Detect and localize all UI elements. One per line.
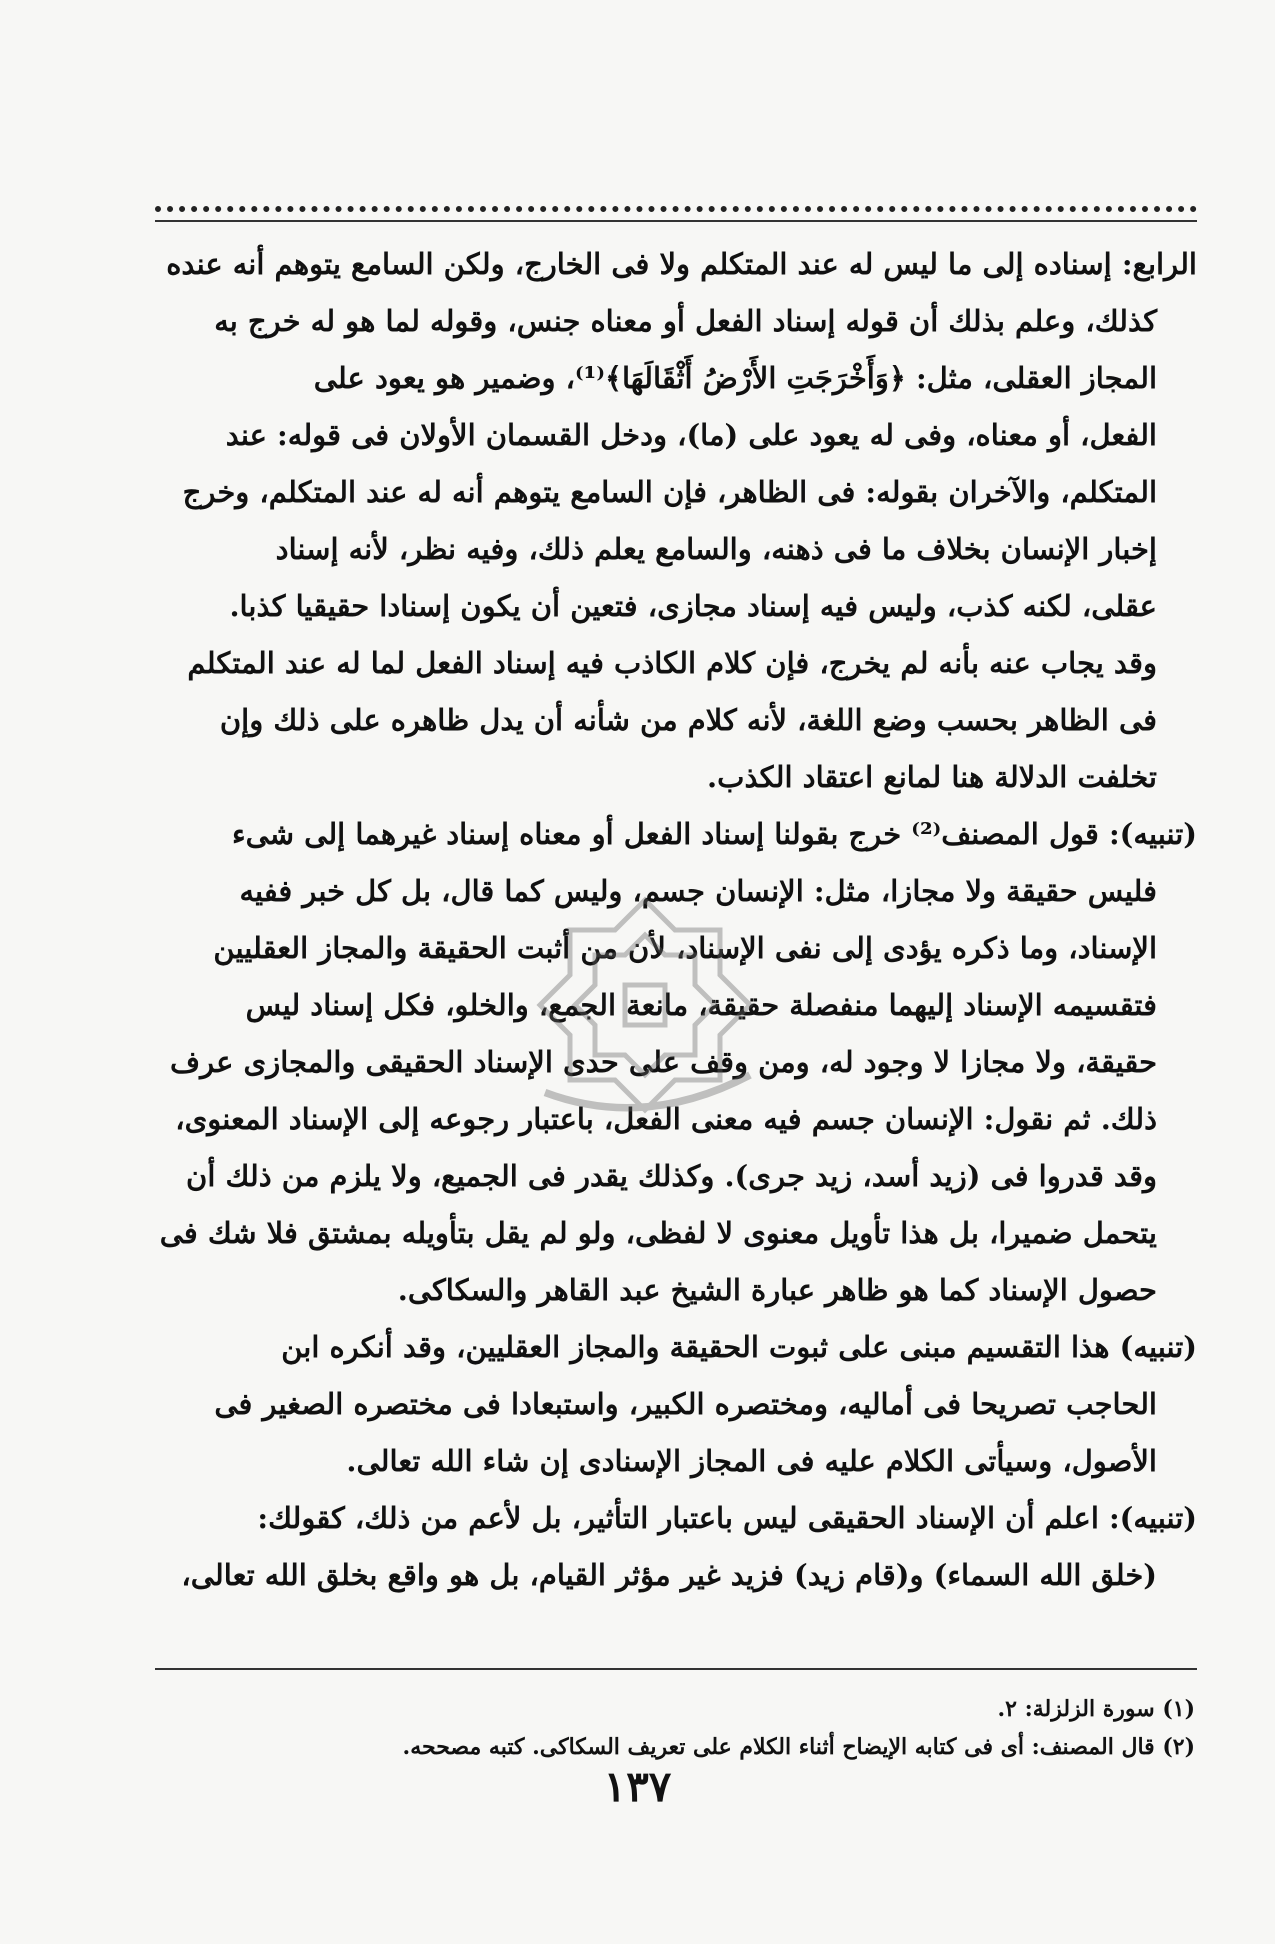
line-text: الفعل، أو معناه، وفى له يعود على (ما)، ودخل القسمان الأولان فى قوله: عند xyxy=(225,418,1157,452)
paragraph-lead: (تنبيه): xyxy=(1108,1501,1197,1535)
text-line xyxy=(150,1205,1197,1262)
footnote-separator xyxy=(155,1668,1197,1670)
header-solid-rule xyxy=(155,220,1197,222)
line-text: عقلى، لكنه كذب، وليس فيه إسناد مجازى، فتعين أن يكون إسنادا حقيقيا كذبا. xyxy=(229,589,1157,623)
line-text: الحاجب تصريحا فى أماليه، ومختصره الكبير، واستبعادا فى مختصره الصغير فى xyxy=(214,1387,1157,1421)
paragraph-lead: الرابع: xyxy=(1121,247,1197,281)
text-line xyxy=(150,407,1197,464)
line-text: فتقسيمه الإسناد إليهما منفصلة حقيقة، مانعة الجمع، والخلو، فكل إسناد ليس xyxy=(245,988,1157,1022)
line-text: كذلك، وعلم بذلك أن قوله إسناد الفعل أو معناه جنس، وقوله لما هو له خرج به xyxy=(214,304,1157,338)
paragraph-lead: (تنبيه): xyxy=(1108,817,1197,851)
text-line xyxy=(150,350,1197,407)
line-text: إخبار الإنسان بخلاف ما فى ذهنه، والسامع يعلم ذلك، وفيه نظر، لأنه إسناد xyxy=(275,532,1157,566)
library-stamp xyxy=(520,880,770,1130)
line-text: المتكلم، والآخران بقوله: فى الظاهر، فإن السامع يتوهم أنه له عند المتكلم، وخرج xyxy=(182,475,1157,509)
line-text: تخلفت الدلالة هنا لمانع اعتقاد الكذب. xyxy=(707,760,1157,794)
line-text: هذا التقسيم مبنى على ثبوت الحقيقة والمجاز العقليين، وقد أنكره ابن xyxy=(281,1330,1120,1364)
line-text: يتحمل ضميرا، بل هذا تأويل معنوى لا لفظى، ولو لم يقل بتأويله بمشتق فلا شك فى xyxy=(159,1216,1157,1250)
line-text: فى الظاهر بحسب وضع اللغة، لأنه كلام من شأنه أن يدل ظاهره على ذلك وإن xyxy=(219,703,1157,737)
header-dotted-rule xyxy=(155,206,1197,212)
text-line xyxy=(150,749,1197,806)
line-text: (خلق الله السماء) و(قام زيد) فزيد غير مؤثر القيام، بل هو واقع بخلق الله تعالى، xyxy=(181,1558,1157,1592)
footnotes xyxy=(150,1690,1195,1766)
text-line xyxy=(150,635,1197,692)
text-line xyxy=(150,521,1197,578)
line-text: فليس حقيقة ولا مجازا، مثل: الإنسان جسم، وليس كما قال، بل كل خبر ففيه xyxy=(239,874,1157,908)
text-line xyxy=(150,293,1197,350)
line-text: وقد يجاب عنه بأنه لم يخرج، فإن كلام الكاذب فيه إسناد الفعل لما له عند المتكلم xyxy=(187,646,1157,680)
page-number: ١٣٧ xyxy=(603,1762,672,1811)
line-text: حقيقة، ولا مجازا لا وجود له، ومن وقف على حدى الإسناد الحقيقى والمجازى عرف xyxy=(170,1045,1157,1079)
text-line xyxy=(150,1547,1197,1604)
footnote-2: (٢) قال المصنف: أى فى كتابه الإيضاح أثناء الكلام على تعريف السكاكى. كتبه مصححه. xyxy=(402,1734,1195,1760)
line-text: المجاز العقلى، مثل: ﴿وَأَخْرَجَتِ الأَرْضُ أَثْقَالَهَا﴾⁽¹⁾، وضمير هو يعود على xyxy=(313,361,1157,395)
line-text: ذلك. ثم نقول: الإنسان جسم فيه معنى الفعل، باعتبار رجوعه إلى الإسناد المعنوى، xyxy=(175,1102,1157,1136)
text-line xyxy=(150,1148,1197,1205)
text-line xyxy=(150,1262,1197,1319)
text-line xyxy=(150,236,1197,293)
text-line xyxy=(150,1433,1197,1490)
line-text: الأصول، وسيأتى الكلام عليه فى المجاز الإسنادى إن شاء الله تعالى. xyxy=(346,1444,1157,1478)
footnote-1: (١) سورة الزلزلة: ٢. xyxy=(997,1696,1195,1722)
text-line xyxy=(150,1319,1197,1376)
text-line xyxy=(150,1376,1197,1433)
line-text: قول المصنف⁽²⁾ خرج بقولنا إسناد الفعل أو معناه إسناد غيرهما إلى شىء xyxy=(231,817,1109,851)
text-line xyxy=(150,464,1197,521)
line-text: الإسناد، وما ذكره يؤدى إلى نفى الإسناد، لأن من أثبت الحقيقة والمجاز العقليين xyxy=(213,931,1157,965)
paragraph-lead: (تنبيه) xyxy=(1119,1330,1197,1364)
line-text: اعلم أن الإسناد الحقيقى ليس باعتبار التأثير، بل لأعم من ذلك، كقولك: xyxy=(257,1501,1109,1535)
line-text: إسناده إلى ما ليس له عند المتكلم ولا فى الخارج، ولكن السامع يتوهم أنه عنده xyxy=(166,247,1122,281)
text-line xyxy=(150,1490,1197,1547)
text-line xyxy=(150,806,1197,863)
text-line xyxy=(150,578,1197,635)
line-text: وقد قدروا فى (زيد أسد، زيد جرى). وكذلك يقدر فى الجميع، ولا يلزم من ذلك أن xyxy=(186,1159,1157,1193)
line-text: حصول الإسناد كما هو ظاهر عبارة الشيخ عبد القاهر والسكاكى. xyxy=(397,1273,1157,1307)
text-line xyxy=(150,692,1197,749)
